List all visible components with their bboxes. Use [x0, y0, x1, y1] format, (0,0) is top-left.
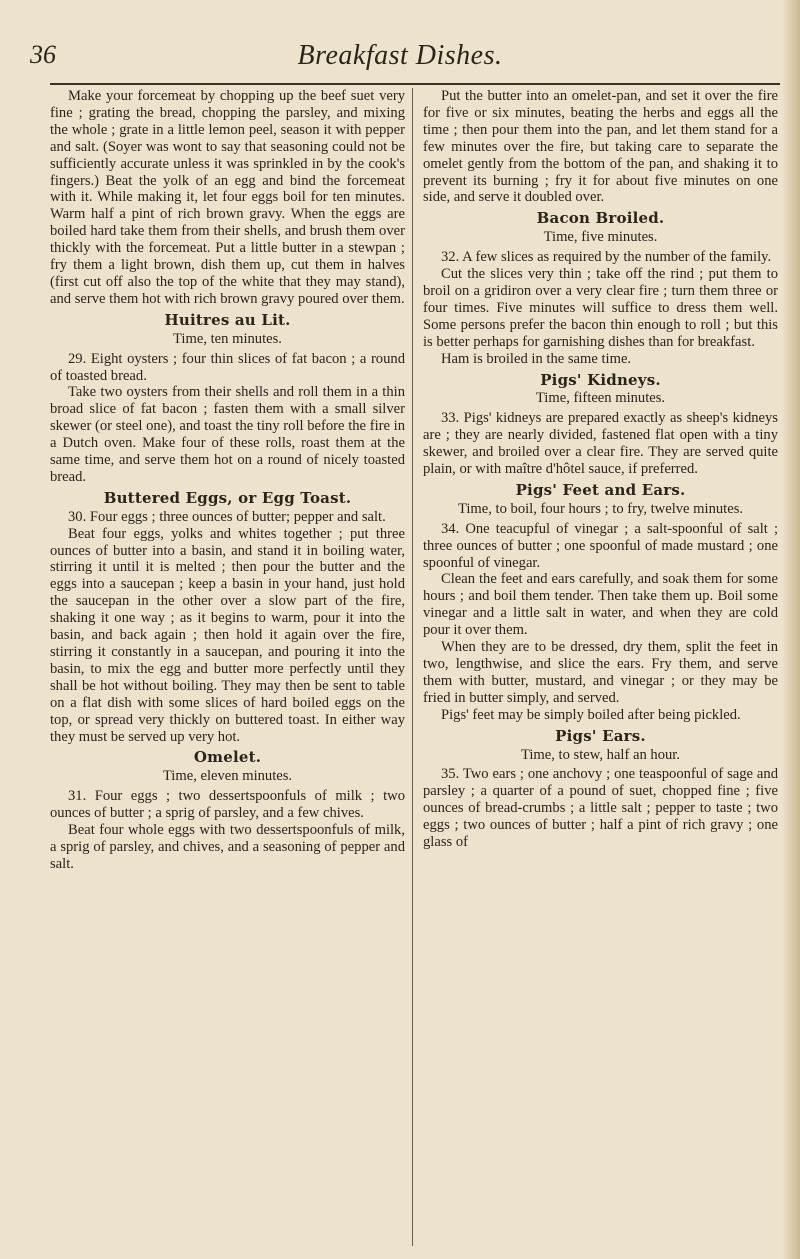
header-rule: [50, 83, 780, 85]
paragraph: Cut the slices very thin ; take off the rind ; put them to broil on a gridiron over a very clear fire ; turn them three or four times. Five minutes will suffice to dress them well. Some persons prefer the bacon thin enough to roll ; but this is better perhaps for garnishing dishes than for breakfast.: [423, 266, 778, 350]
recipe-heading: Buttered Eggs, or Egg Toast.: [103, 488, 352, 507]
paragraph: 30. Four eggs ; three ounces of butter; pepper and salt.: [68, 508, 386, 525]
recipe-heading: Pigs' Feet and Ears.: [515, 480, 686, 499]
paragraph: Clean the feet and ears carefully, and soak them for some hours ; and boil them tender. Then take them up. Boil some vinegar and a little salt in water, and when they are cold pour it over them.: [423, 571, 778, 639]
cooking-time: Time, five minutes.: [543, 229, 658, 246]
cooking-time: Time, eleven minutes.: [162, 768, 293, 785]
recipe-heading: Pigs' Kidneys.: [540, 370, 661, 389]
paragraph: 35. Two ears ; one anchovy ; one teaspoonful of sage and parsley ; a quarter of a pound of suet, chopped fine ; five ounces of bread-crumbs ; a little salt ; pepper to taste ; two eggs ; two ounces of butter ; half a pint of rich gravy ; one glass of: [423, 766, 778, 851]
right-column: [423, 88, 778, 1248]
paragraph: Make your forcemeat by chopping up the beef suet very fine ; grating the bread, chopping the parsley, and mixing the whole ; grate in a little lemon peel, season it with pepper and salt. (Soyer was wont to say that seasoning could not be sufficiently accurate unless it was sprinkled in by the cook's fingers.) Beat the yolk of an egg and bind the forcemeat with it. While making it, let four eggs boil for ten minutes. Warm half a pint of rich brown gravy. When the eggs are boiled hard take them from their shells, and brush them over thickly with the forcemeat. Put a little butter in a stewpan ; fry them a light brown, dish them up, cut them in halves (first cut off also the top of the white that they may stand), and serve them hot with rich brown gravy poured over them.: [50, 88, 405, 307]
page-number: 36: [30, 40, 56, 69]
cooking-time: Time, fifteen minutes.: [535, 390, 666, 407]
cooking-time: Time, to boil, four hours ; to fry, twelve minutes.: [457, 500, 744, 517]
column-divider: [412, 88, 413, 1246]
page-header: [30, 40, 770, 84]
paragraph: Beat four eggs, yolks and whites together ; put three ounces of butter into a basin, and stand it in boiling water, stirring it until it is melted ; then pour the butter and the eggs into a saucepan ; keep a basin in your hand, just hold the saucepan in the other over a slow part of the fire, shaking it one way ; as it begins to warm, pour it into the basin, and back again ; then hold it again over the fire, stirring it constantly in a saucepan, and pouring it into the basin, to mix the egg and butter more perfectly until they shall be hot without boiling. They may then be sent to table on a flat dish with some slices of hard boiled eggs on the top, or spread very thickly on buttered toast. In either way they must be served up very hot.: [50, 525, 405, 745]
paragraph: 29. Eight oysters ; four thin slices of fat bacon ; a round of toasted bread.: [50, 350, 405, 384]
paragraph: 33. Pigs' kidneys are prepared exactly as sheep's kidneys are ; they are nearly divided, fastened flat open with a tiny skewer, and broiled over a clear fire. They are served quite plain, or with maître d'hôtel sauce, if preferred.: [423, 410, 778, 478]
paragraph: Put the butter into an omelet-pan, and set it over the fire for five or six minutes, beating the herbs and eggs all the time ; then pour them into the pan, and let them stand for a few minutes over the fire, but taking care to separate the omelet gently from the bottom of the pan, and shaking it to prevent its burning ; fry it for about five minutes on one side, and serve it doubled over.: [423, 88, 778, 206]
cooking-time: Time, to stew, half an hour.: [520, 746, 681, 763]
paragraph: Ham is broiled in the same time.: [441, 350, 632, 367]
recipe-heading: Bacon Broiled.: [536, 209, 665, 228]
page-edge-shadow: [782, 0, 800, 1259]
recipe-heading: Omelet.: [193, 748, 262, 767]
recipe-heading: Huitres au Lit.: [164, 310, 291, 329]
cooking-time: Time, ten minutes.: [173, 330, 282, 347]
paragraph: 31. Four eggs ; two dessertspoonfuls of milk ; two ounces of butter ; a sprig of parsley, and a few chives.: [50, 788, 405, 822]
left-column: [50, 88, 405, 1248]
paragraph: Beat four whole eggs with two dessertspoonfuls of milk, a sprig of parsley, and chives, and a seasoning of pepper and salt.: [50, 822, 405, 872]
paragraph: 34. One teacupful of vinegar ; a salt-spoonful of salt ; three ounces of butter ; one spoonful of made mustard ; one spoonful of vinegar.: [423, 520, 778, 571]
paragraph: Pigs' feet may be simply boiled after being pickled.: [441, 706, 741, 723]
paragraph: 32. A few slices as required by the number of the family.: [441, 249, 772, 266]
recipe-heading: Pigs' Ears.: [555, 726, 646, 745]
running-title: Breakfast Dishes.: [297, 40, 503, 71]
paragraph: When they are to be dressed, dry them, split the feet in two, lengthwise, and slice the ears. Fry them, and serve them with butter, mustard, and vinegar ; or they may be fried in butter simply, and served.: [423, 639, 778, 706]
paragraph: Take two oysters from their shells and roll them in a thin broad slice of fat bacon ; fasten them with a small silver skewer (or steel one), and toast the tiny roll before the fire in a Dutch oven. Make four of these rolls, roast them at the same time, and serve them hot on a round of nicely toasted bread.: [50, 384, 405, 485]
